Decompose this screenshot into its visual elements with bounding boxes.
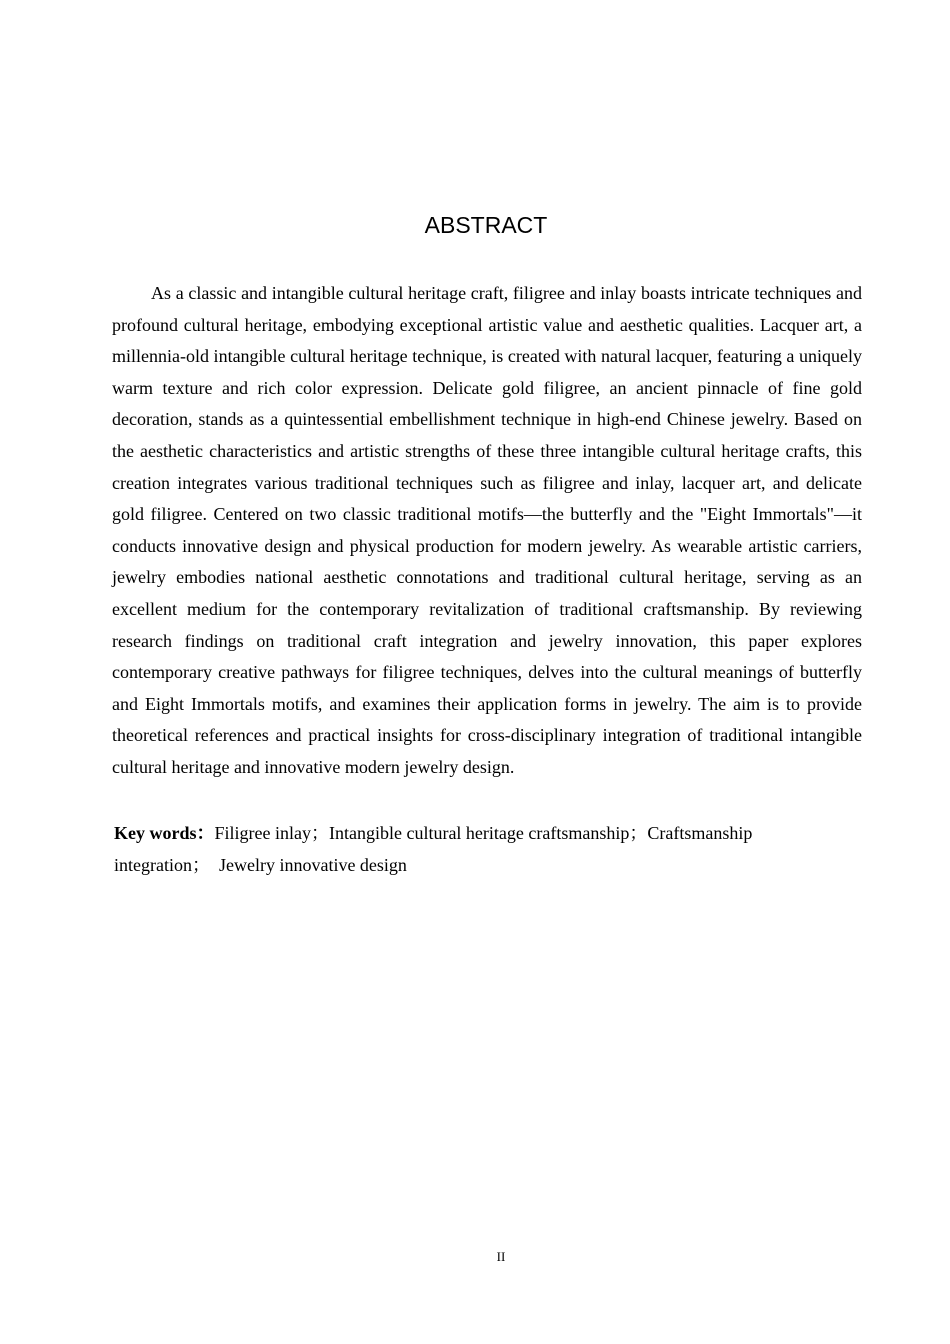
abstract-paragraph: As a classic and intangible cultural heritage craft, filigree and inlay boasts intricate techniques and profound cultural heritage, embodying exceptional artistic value and aesthetic qualities. Lacquer art, a millennia-old intangible cultural heritage technique, is created with natural lacquer, featuring a uniquely warm texture and rich color expression. Delicate gold filigree, an ancient pinnacle of fine gold decoration, stands as a quintessential embellishment technique in high-end Chinese jewelry. Based on the aesthetic characteristics and artistic strengths of these three intangible cultural heritage crafts, this creation integrates various traditional techniques such as filigree and inlay, lacquer art, and delicate gold filigree. Centered on two classic traditional motifs—the butterfly and the "Eight Immortals"—it conducts innovative design and physical production for modern jewelry. As wearable artistic carriers, jewelry embodies national aesthetic connotations and traditional cultural heritage, serving as an excellent medium for the contemporary revitalization of traditional craftsmanship. By reviewing research findings on traditional craft integration and jewelry innovation, this paper explores contemporary creative pathways for filigree techniques, delves into the cultural meanings of butterfly and Eight Immortals motifs, and examines their application forms in jewelry. The aim is to provide theoretical references and practical insights for cross-disciplinary integration of traditional intangible cultural heritage and innovative modern jewelry design. — [112, 283, 862, 777]
keywords-label: Key words： — [114, 823, 215, 843]
keywords-section — [114, 818, 804, 881]
keywords-line-1: Filigree inlay；Intangible cultural heritage craftsmanship；Craftsmanship — [214, 823, 753, 843]
keywords-line-2: integration； Jewelry innovative design — [114, 854, 407, 875]
page-title: ABSTRACT — [424, 212, 548, 238]
page-number: II — [496, 1249, 506, 1264]
